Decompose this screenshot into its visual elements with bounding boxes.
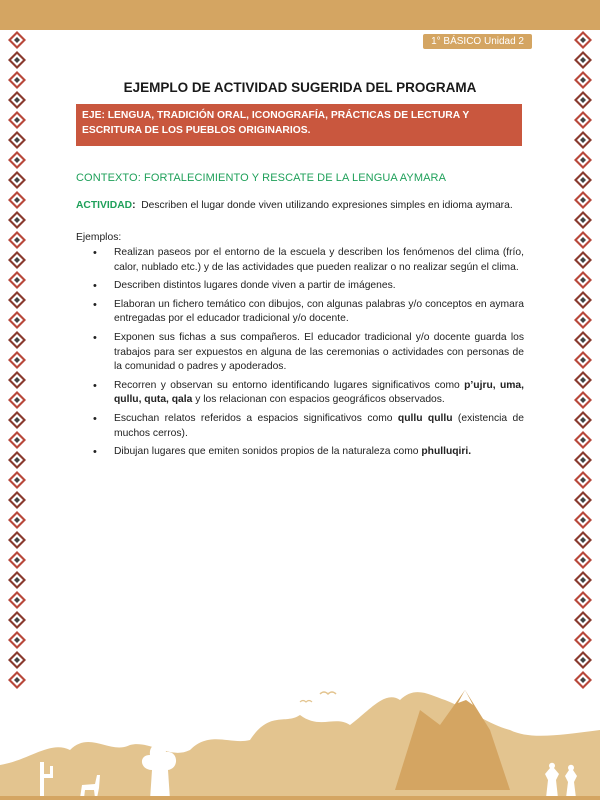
contexto-heading: CONTEXTO: FORTALECIMIENTO Y RESCATE DE LA LENGUA AYMARA — [76, 172, 447, 184]
unit-tag: 1° BÁSICO Unidad 2 — [423, 34, 532, 49]
list-item: • Escuchan relatos referidos a espacios significativos como qullu qullu (existencia de muchos cerros). — [76, 412, 524, 441]
bird-shape — [300, 701, 312, 703]
list-item: • Elaboran un fichero temático con dibujos, con algunas palabras y/o conceptos en aymara entregadas por el educador tradicional y/o docente. — [76, 298, 524, 327]
list-item: • Exponen sus fichas a sus compañeros. El educador tradicional y/o docente guarda los trabajos para ser expuestos en alguna de las ceremonias o actividades con personas de la comunidad o padres y apoderados. — [76, 331, 524, 375]
top-band — [0, 0, 600, 30]
actividad-label: ACTIVIDAD — [76, 200, 133, 211]
ground-strip — [0, 796, 600, 800]
landscape-illustration — [0, 670, 600, 800]
list-item: • Realizan paseos por el entorno de la escuela y describen los fenómenos del clima (frío, calor, nublado etc.) y de las actividades que pueden realizar o no realizar según el clima. — [76, 246, 524, 275]
list-item: • Dibujan lugares que emiten sonidos propios de la naturaleza como phulluqiri. — [76, 445, 524, 460]
ejemplos-label: Ejemplos: — [76, 232, 122, 243]
bird-shape — [320, 692, 336, 694]
actividad-text: Describen el lugar donde viven utilizando expresiones simples en idioma aymara. — [141, 200, 513, 211]
list-item: • Recorren y observan su entorno identificando lugares significativos como p’ujru, uma, qullu, quta, qala y los relacionan con espacios geográficos observados. — [76, 379, 524, 408]
list-item: • Describen distintos lugares donde viven a partir de imágenes. — [76, 279, 524, 294]
landscape-silhouette — [0, 692, 600, 800]
decorative-border-left — [6, 30, 28, 690]
examples-list — [76, 246, 524, 464]
actividad-line — [76, 200, 513, 211]
page-title: EJEMPLO DE ACTIVIDAD SUGERIDA DEL PROGRAMA — [123, 80, 477, 95]
decorative-border-right — [572, 30, 594, 690]
actividad-colon: : — [132, 200, 136, 211]
eje-box: EJE: LENGUA, TRADICIÓN ORAL, ICONOGRAFÍA, PRÁCTICAS DE LECTURA Y ESCRITURA DE LOS PUEBLOS ORIGINARIOS. — [76, 104, 522, 146]
